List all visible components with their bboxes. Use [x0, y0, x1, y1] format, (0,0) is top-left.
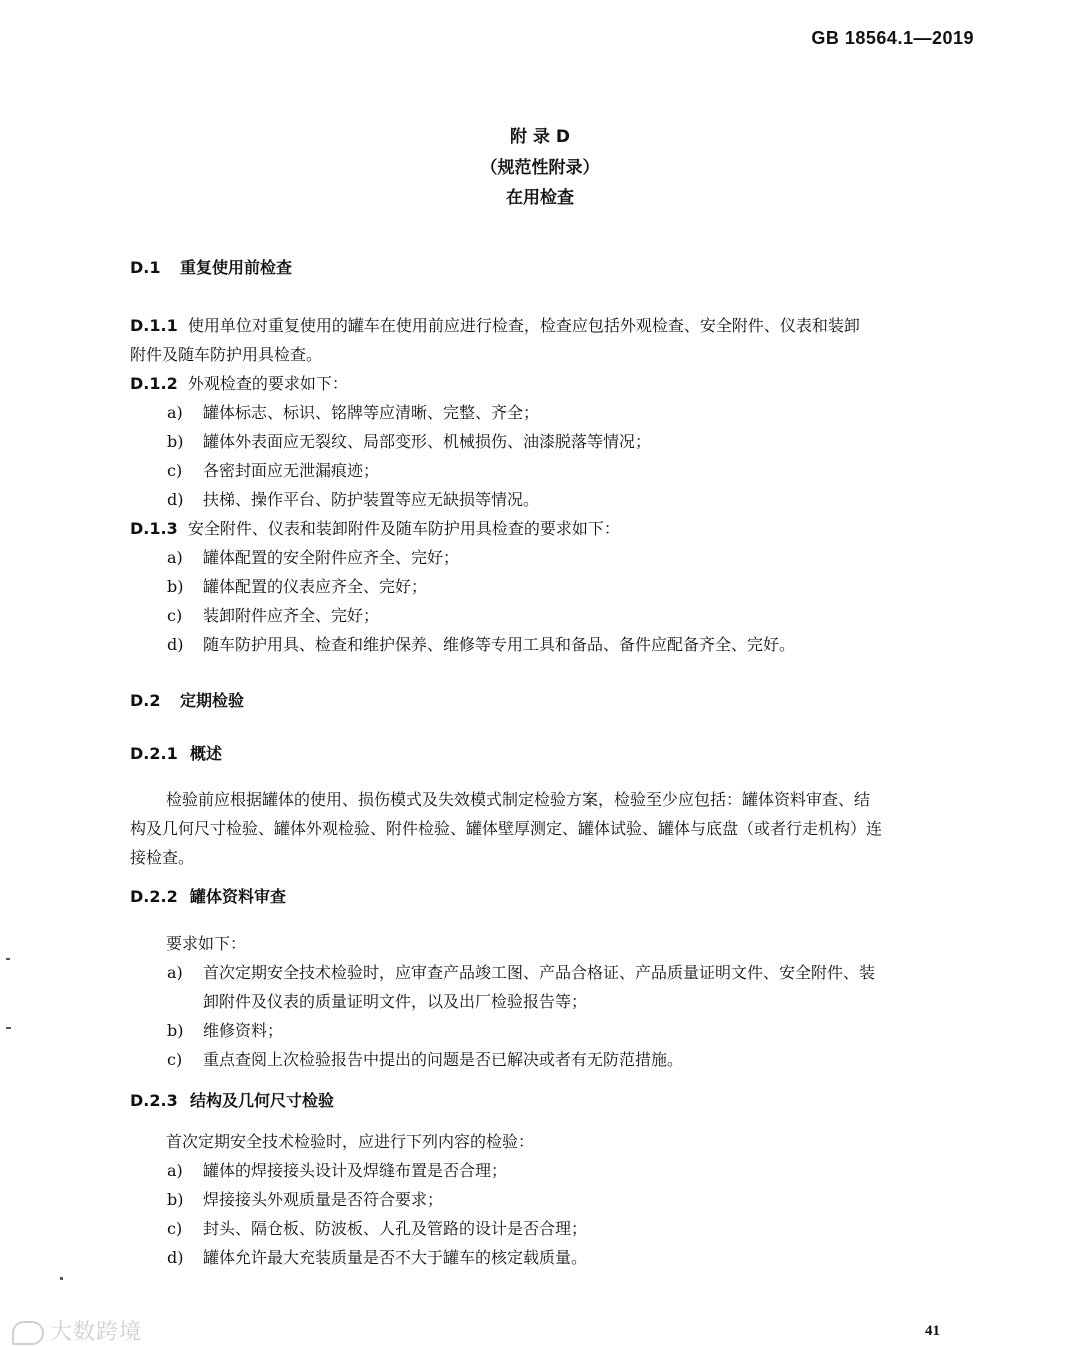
clause-number: D.1.3 — [130, 519, 178, 538]
paragraph-line: 构及几何尺寸检验、罐体外观检验、附件检验、罐体壁厚测定、罐体试验、罐体与底盘（或者行走机构）连 — [130, 819, 883, 838]
list-item: b) 罐体配置的仪表应齐全、完好； — [167, 577, 428, 596]
list-item: c) 各密封面应无泄漏痕迹； — [167, 461, 380, 480]
clause-d2-3-heading — [130, 1088, 334, 1111]
section-title: 定期检验 — [180, 691, 245, 710]
page-number: 41 — [925, 1323, 940, 1339]
list-item: a) 罐体标志、标识、铭牌等应清晰、完整、齐全； — [167, 403, 540, 422]
list-item: c) 重点查阅上次检验报告中提出的问题是否已解决或者有无防范措施。 — [167, 1050, 684, 1069]
clause-text: 使用单位对重复使用的罐车在使用前应进行检查，检查应包括外观检查、安全附件、仪表和装卸 — [187, 316, 860, 335]
list-item: d) 扶梯、操作平台、防护装置等应无缺损等情况。 — [167, 490, 540, 509]
clause-d1-2 — [130, 371, 348, 394]
clause-number: D.2.3 — [130, 1091, 178, 1110]
clause-d1-3 — [130, 516, 620, 539]
clause-number: D.1.1 — [130, 316, 178, 335]
section-d2-heading — [130, 688, 244, 711]
scan-speck — [6, 958, 10, 960]
watermark-logo-icon — [12, 1321, 44, 1345]
list-item: a) 罐体配置的安全附件应齐全、完好； — [167, 548, 460, 567]
clause-d2-1-heading — [130, 741, 222, 764]
intro-text: 要求如下： — [166, 934, 247, 953]
list-item: b) 维修资料； — [167, 1021, 284, 1040]
paragraph-line: 检验前应根据罐体的使用、损伤模式及失效模式制定检验方案，检验至少应包括：罐体资料审查、结 — [166, 790, 871, 809]
paragraph-line: 接检查。 — [130, 848, 195, 867]
section-title: 重复使用前检查 — [180, 258, 293, 277]
clause-title: 结构及几何尺寸检验 — [190, 1091, 335, 1110]
scan-speck — [60, 1277, 63, 1280]
clause-number: D.1.2 — [130, 374, 178, 393]
section-d1-heading — [130, 255, 292, 278]
clause-d1-1-line1 — [130, 313, 860, 336]
appendix-subject: 在用检查 — [506, 188, 574, 208]
list-item: b) 焊接接头外观质量是否符合要求； — [167, 1190, 444, 1209]
watermark: 大数跨境 — [12, 1315, 142, 1346]
section-number: D.1 — [130, 258, 161, 277]
list-item: a) 首次定期安全技术检验时，应审查产品竣工图、产品合格证、产品质量证明文件、安全附件、装 — [167, 963, 876, 982]
intro-text: 首次定期安全技术检验时，应进行下列内容的检验： — [166, 1132, 535, 1151]
list-item: c) 封头、隔仓板、防波板、人孔及管路的设计是否合理； — [167, 1219, 588, 1238]
clause-d1-1-line2: 附件及随车防护用具检查。 — [130, 345, 323, 364]
clause-number: D.2.1 — [130, 744, 178, 763]
standard-code: GB 18564.1—2019 — [811, 28, 974, 48]
clause-text: 安全附件、仪表和装卸附件及随车防护用具检查的要求如下： — [187, 519, 620, 538]
clause-text: 外观检查的要求如下： — [187, 374, 348, 393]
list-item: c) 装卸附件应齐全、完好； — [167, 606, 380, 625]
clause-title: 罐体资料审查 — [190, 887, 287, 906]
section-number: D.2 — [130, 691, 161, 710]
scan-speck — [6, 1027, 11, 1029]
list-item-continuation: 卸附件及仪表的质量证明文件，以及出厂检验报告等； — [203, 992, 588, 1011]
list-item: b) 罐体外表面应无裂纹、局部变形、机械损伤、油漆脱落等情况； — [167, 432, 652, 451]
appendix-title: 附 录 D — [510, 127, 570, 147]
appendix-type: （规范性附录） — [480, 158, 600, 178]
clause-number: D.2.2 — [130, 887, 178, 906]
clause-title: 概述 — [190, 744, 223, 763]
list-item: a) 罐体的焊接接头设计及焊缝布置是否合理； — [167, 1161, 508, 1180]
clause-d2-2-heading — [130, 884, 286, 907]
list-item: d) 随车防护用具、检查和维护保养、维修等专用工具和备品、备件应配备齐全、完好。 — [167, 635, 796, 654]
list-item: d) 罐体允许最大充装质量是否不大于罐车的核定载质量。 — [167, 1248, 588, 1267]
